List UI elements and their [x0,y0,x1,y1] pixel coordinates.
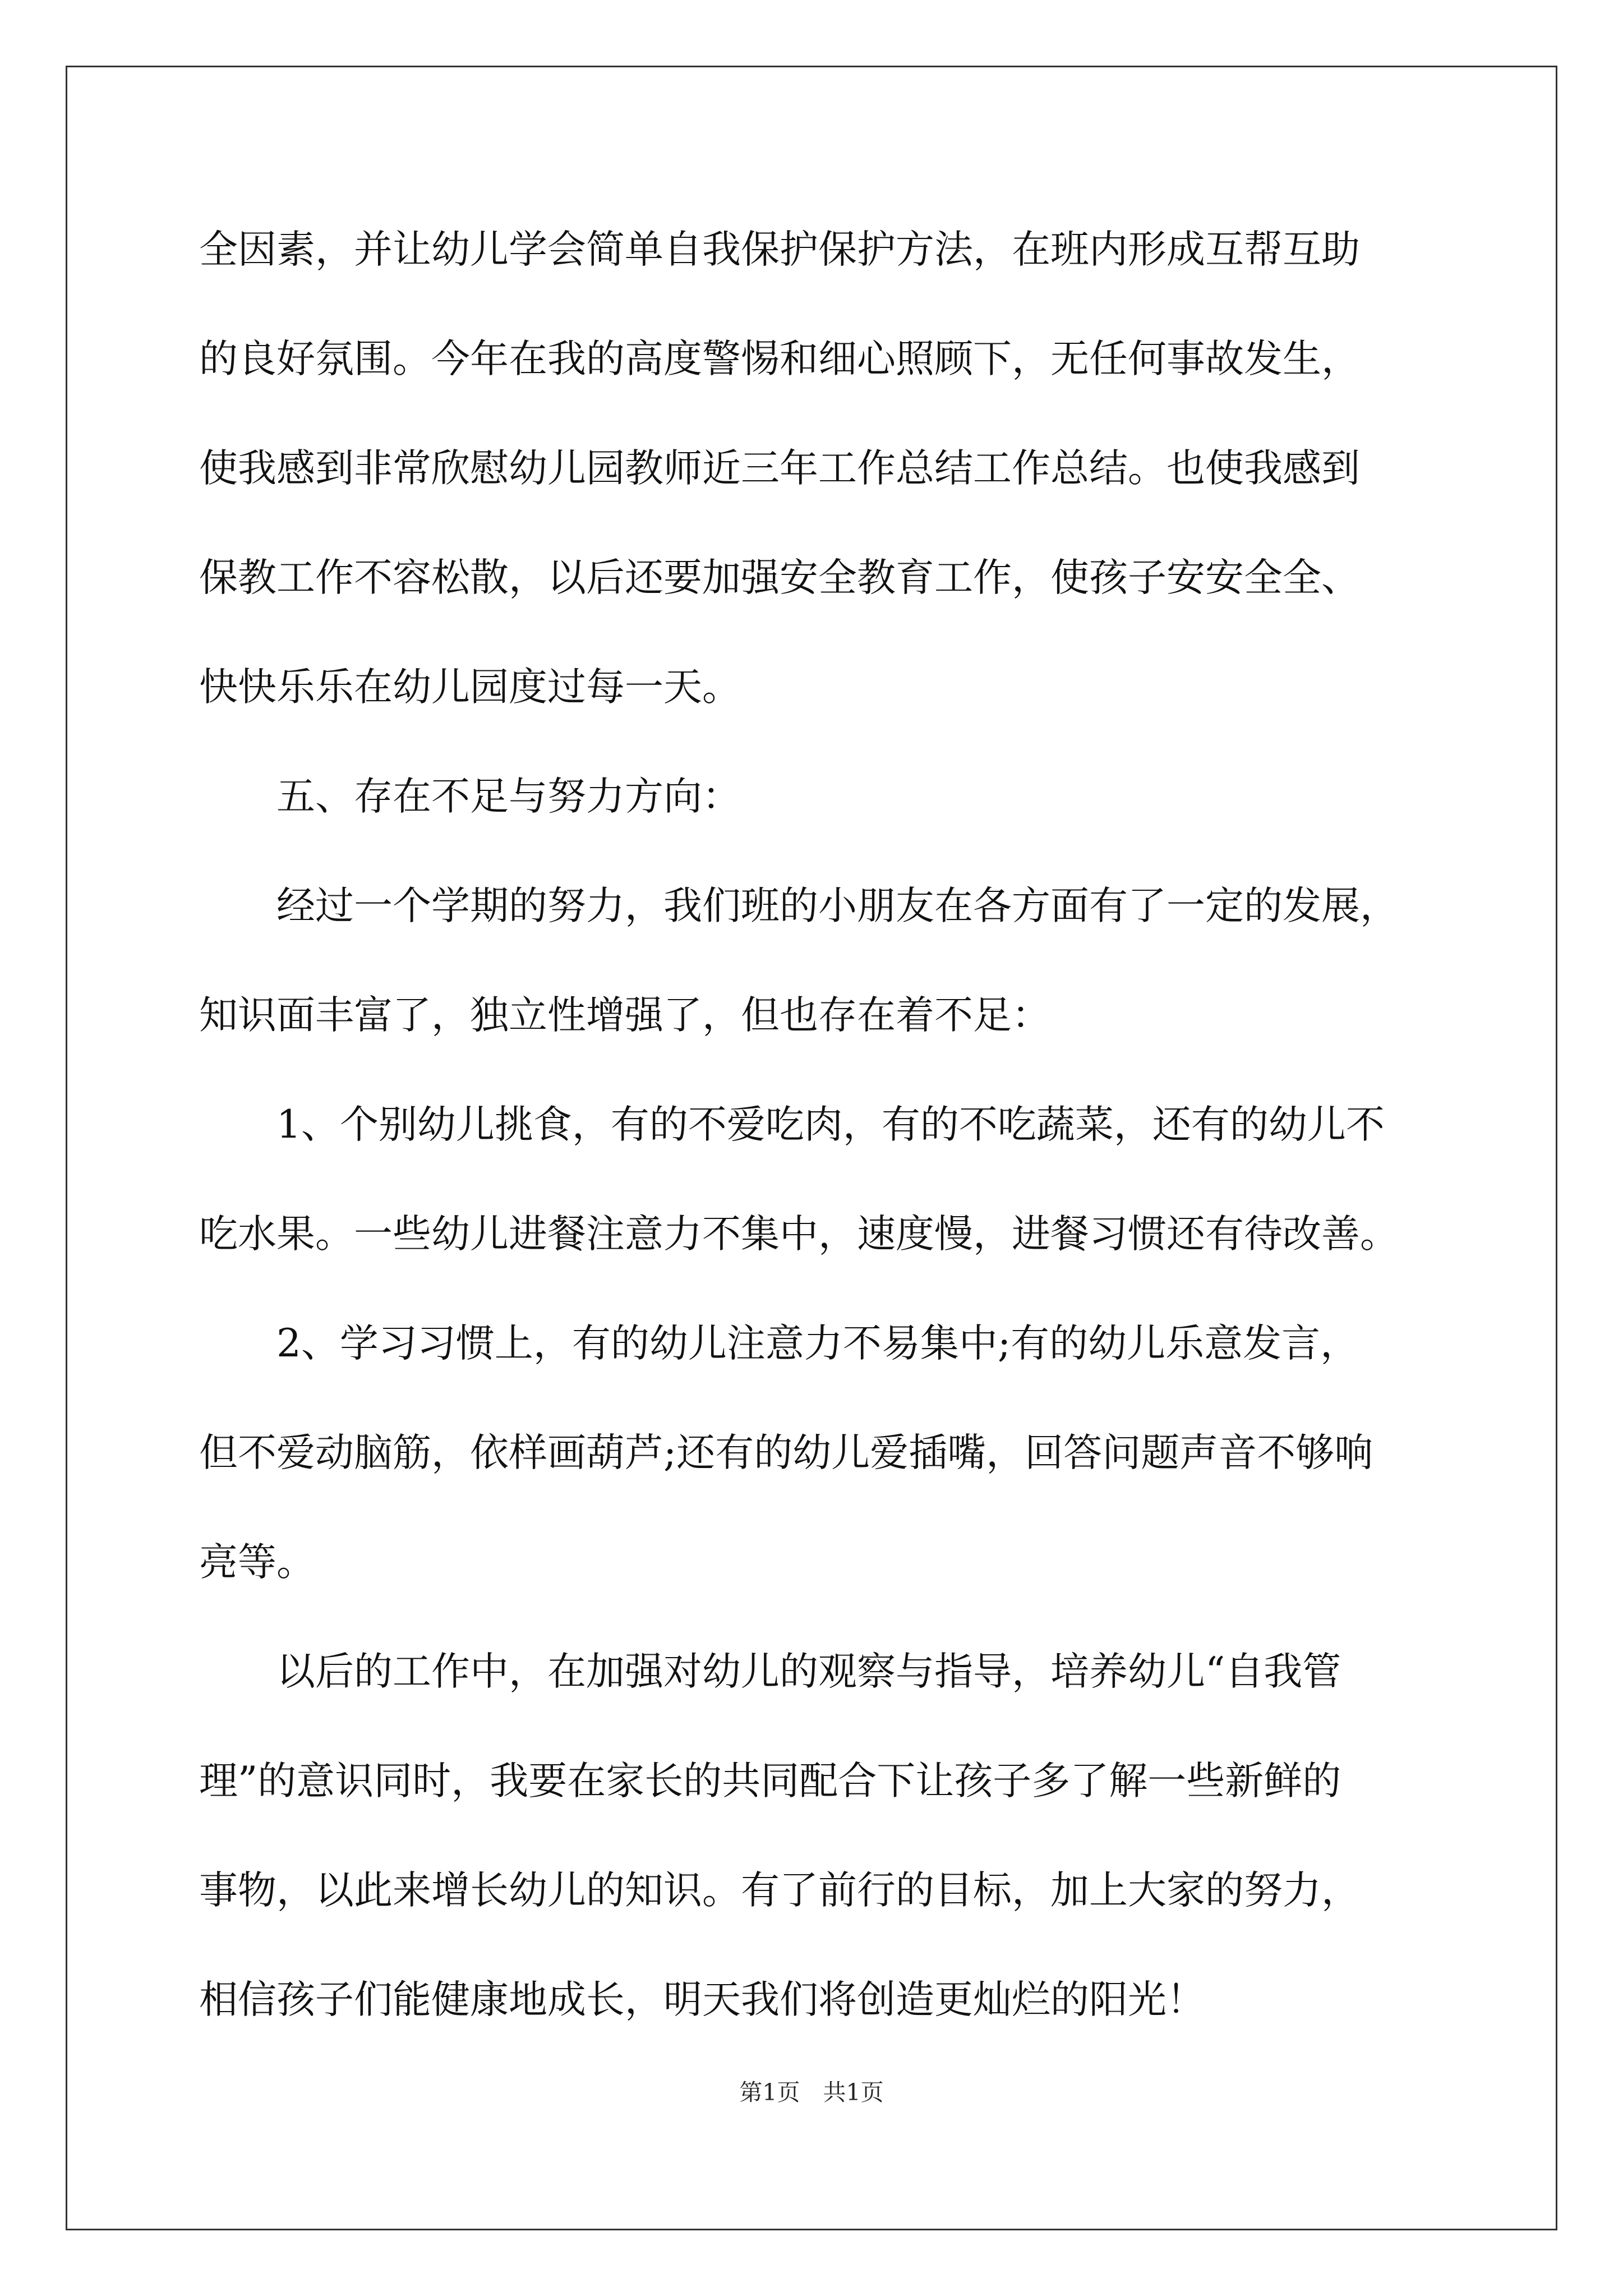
body-line-17: 相信孩子们能健康地成长，明天我们将创造更灿烂的阳光！ [199,1977,1205,2022]
body-line-1: 全因素，并让幼儿学会简单自我保护保护方法，在班内形成互帮互助 [199,227,1360,272]
page-number-footer: 第1页 共1页 [739,2079,884,2106]
body-line-11: 2、学习习惯上，有的幼儿注意力不易集中;有的幼儿乐意发言， [199,1321,1359,1366]
body-line-15: 理”的意识同时，我要在家长的共同配合下让孩子多了解一些新鲜的 [199,1759,1341,1803]
body-line-4: 保教工作不容松散，以后还要加强安全教育工作，使孩子安安全全、 [199,555,1360,600]
body-line-8: 知识面丰富了，独立性增强了，但也存在着不足： [199,993,1050,1038]
body-line-10: 吃水果。一些幼儿进餐注意力不集中，速度慢，进餐习惯还有待改善。 [199,1212,1399,1257]
body-line-5: 快快乐乐在幼儿园度过每一天。 [199,665,741,710]
body-line-9: 1、个别幼儿挑食，有的不爱吃肉，有的不吃蔬菜，还有的幼儿不 [199,1102,1385,1147]
body-line-12: 但不爱动脑筋，依样画葫芦;还有的幼儿爱插嘴，回答问题声音不够响 [199,1430,1373,1475]
body-line-14: 以后的工作中，在加强对幼儿的观察与指导，培养幼儿“自我管 [199,1649,1341,1694]
section-heading: 五、存在不足与努力方向： [199,774,741,819]
body-line-2: 的良好氛围。今年在我的高度警惕和细心照顾下，无任何事故发生， [199,337,1360,381]
body-line-7: 经过一个学期的努力，我们班的小朋友在各方面有了一定的发展， [199,884,1399,928]
body-line-3: 使我感到非常欣慰幼儿园教师近三年工作总结工作总结。也使我感到 [199,446,1360,491]
body-line-13: 亮等。 [199,1540,315,1585]
body-line-16: 事物，以此来增长幼儿的知识。有了前行的目标，加上大家的努力， [199,1868,1360,1913]
